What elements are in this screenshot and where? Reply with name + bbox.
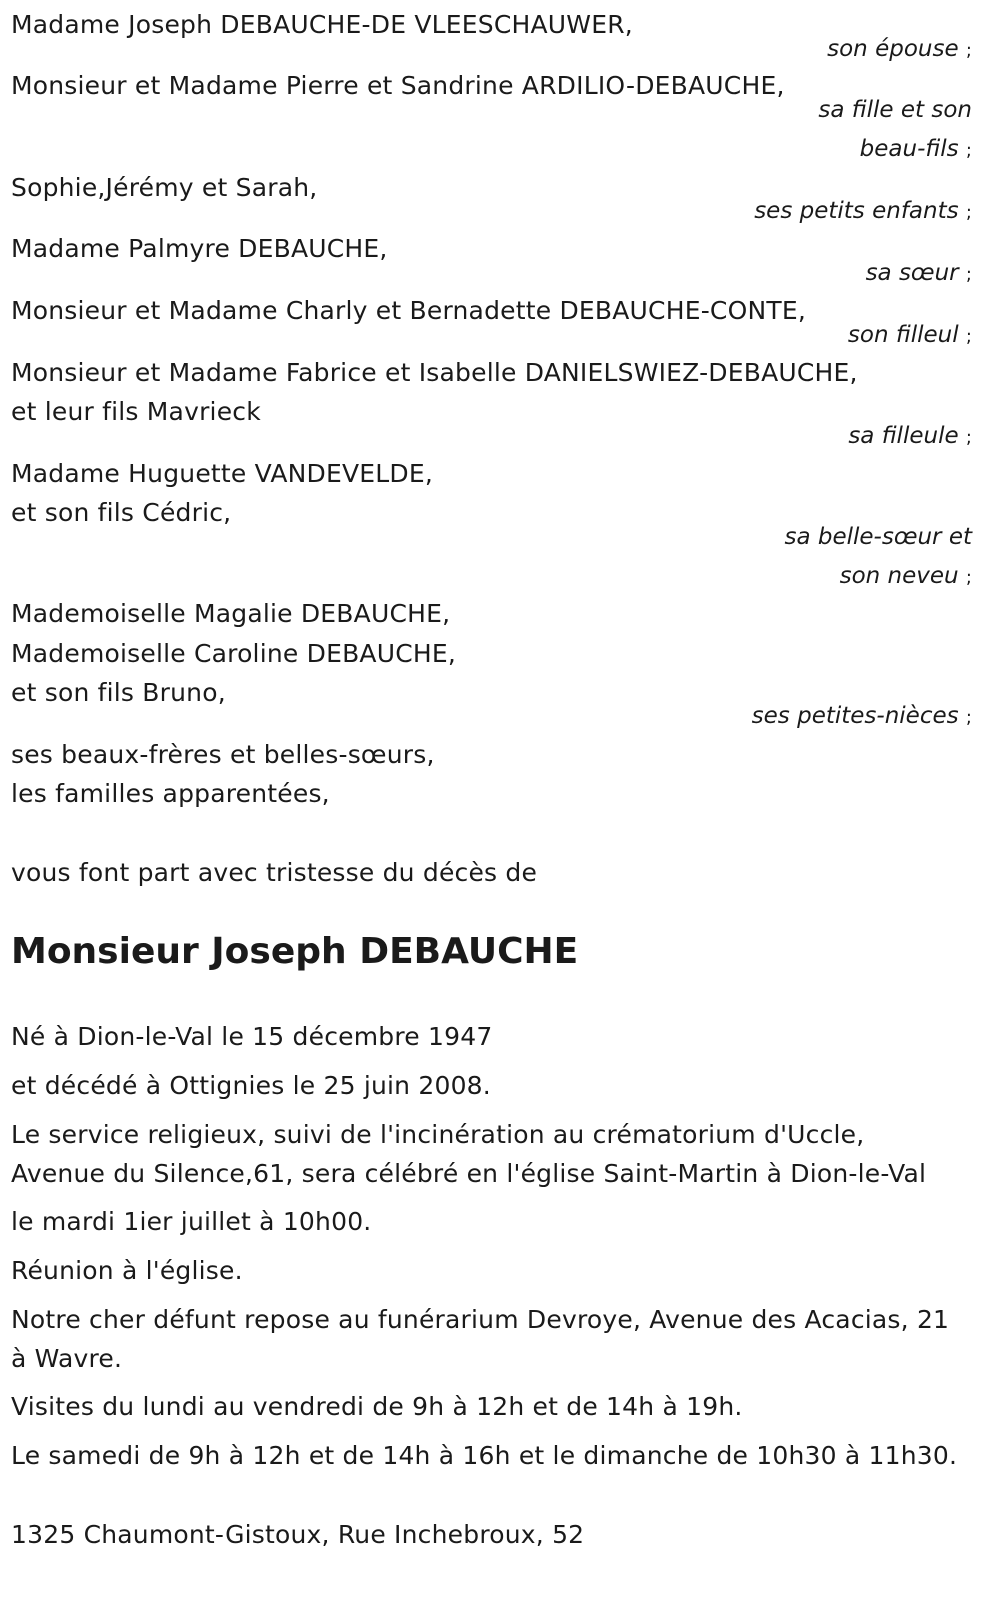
detail-line: Le samedi de 9h à 12h et de 14h à 16h et le dimanche de 10h30 à 11h30. <box>11 1441 958 1470</box>
detail-line: Avenue du Silence,61, sera célébré en l'église Saint-Martin à Dion-le-Val <box>11 1159 927 1188</box>
relation-line: sa filleule ; <box>848 423 972 449</box>
family-name-line: et son fils Cédric, <box>11 498 232 527</box>
detail-line: Notre cher défunt repose au funérarium Devroye, Avenue des Acacias, 21 <box>11 1305 950 1334</box>
relation-line: sa sœur ; <box>865 260 972 286</box>
detail-line: à Wavre. <box>11 1344 123 1373</box>
deceased-name: Monsieur Joseph DEBAUCHE <box>11 931 579 972</box>
family-name-line: Madame Huguette VANDEVELDE, <box>11 459 434 488</box>
detail-line: Le service religieux, suivi de l'incinération au crématorium d'Uccle, <box>11 1120 865 1149</box>
relation-line: beau-fils ; <box>859 136 972 162</box>
relation-line: sa belle-sœur et <box>784 524 972 550</box>
family-name-line: Monsieur et Madame Fabrice et Isabelle DANIELSWIEZ-DEBAUCHE, <box>11 358 858 387</box>
relation-line: son épouse ; <box>827 36 972 62</box>
relation-line: son neveu ; <box>839 563 972 589</box>
family-name-line: Madame Palmyre DEBAUCHE, <box>11 234 388 263</box>
others-line: les familles apparentées, <box>11 779 330 808</box>
family-name-line: Mademoiselle Magalie DEBAUCHE, <box>11 599 451 628</box>
detail-line: Né à Dion-le-Val le 15 décembre 1947 <box>11 1022 493 1051</box>
announcement-text: vous font part avec tristesse du décès de <box>11 858 538 887</box>
family-name-line: et son fils Bruno, <box>11 678 226 707</box>
others-line: ses beaux-frères et belles-sœurs, <box>11 740 435 769</box>
detail-line: et décédé à Ottignies le 25 juin 2008. <box>11 1071 491 1100</box>
detail-line: Réunion à l'église. <box>11 1256 243 1285</box>
family-name-line: Monsieur et Madame Pierre et Sandrine ARDILIO-DEBAUCHE, <box>11 71 785 100</box>
family-name-line: Sophie,Jérémy et Sarah, <box>11 173 318 202</box>
family-name-line: et leur fils Mavrieck <box>11 397 261 426</box>
family-name-line: Mademoiselle Caroline DEBAUCHE, <box>11 639 457 668</box>
detail-line: le mardi 1ier juillet à 10h00. <box>11 1207 372 1236</box>
relation-line: ses petites-nièces ; <box>751 703 972 729</box>
family-name-line: Monsieur et Madame Charly et Bernadette DEBAUCHE-CONTE, <box>11 296 806 325</box>
relation-line: ses petits enfants ; <box>754 198 972 224</box>
family-name-line: Madame Joseph DEBAUCHE-DE VLEESCHAUWER, <box>11 10 633 39</box>
relation-line: son filleul ; <box>847 322 972 348</box>
relation-line: sa fille et son <box>818 97 972 123</box>
address-line: 1325 Chaumont-Gistoux, Rue Inchebroux, 52 <box>11 1520 585 1549</box>
detail-line: Visites du lundi au vendredi de 9h à 12h et de 14h à 19h. <box>11 1392 743 1421</box>
